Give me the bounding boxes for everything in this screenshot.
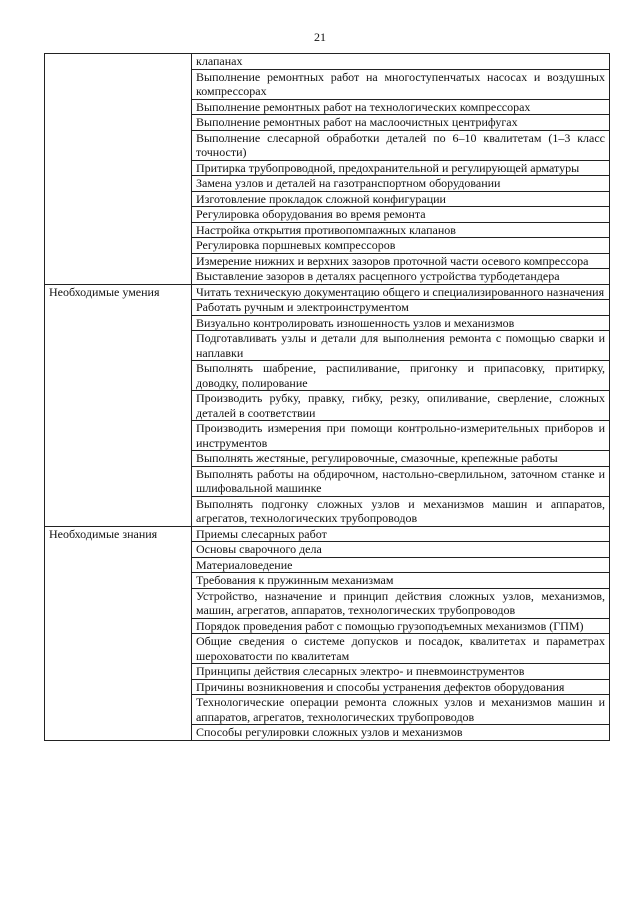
table-cell: Выполнять работы на обдирочном, настольно-сверлильном, заточном станке и шлифовальной машинке — [192, 466, 610, 496]
table-row — [45, 284, 610, 300]
table-cell: Настройка открытия противопомпажных клапанов — [192, 222, 610, 238]
table-cell: Требования к пружинным механизмам — [192, 573, 610, 589]
table-cell: Производить рубку, правку, гибку, резку, опиливание, сверление, сложных деталей в соответствии — [192, 391, 610, 421]
table-cell: Принципы действия слесарных электро- и пневмоинструментов — [192, 664, 610, 680]
table-cell: Причины возникновения и способы устранения дефектов оборудования — [192, 679, 610, 695]
table-cell: Выполнение ремонтных работ на маслоочистных центрифугах — [192, 115, 610, 131]
table-cell: Притирка трубопроводной, предохранительной и регулирующей арматуры — [192, 160, 610, 176]
table-cell: Выполнение ремонтных работ на многоступенчатых насосах и воздушных компрессорах — [192, 69, 610, 99]
page-number: 21 — [314, 30, 326, 44]
section-label — [45, 54, 192, 285]
table-cell: Изготовление прокладок сложной конфигурации — [192, 191, 610, 207]
table-cell: Выполнение слесарной обработки деталей по 6–10 квалитетам (1–3 класс точности) — [192, 130, 610, 160]
table-cell: Производить измерения при помощи контрольно-измерительных приборов и инструментов — [192, 421, 610, 451]
table-cell: Выполнять жестяные, регулировочные, смазочные, крепежные работы — [192, 451, 610, 467]
table-row — [45, 526, 610, 542]
table-cell: Выполнение ремонтных работ на технологических компрессорах — [192, 99, 610, 115]
table-cell: Выполнять подгонку сложных узлов и механизмов машин и аппаратов, агрегатов, технологических трубопроводов — [192, 496, 610, 526]
table-cell: Технологические операции ремонта сложных узлов и механизмов машин и аппаратов, агрегатов, технологических трубопроводов — [192, 695, 610, 725]
table-cell: Материаловедение — [192, 557, 610, 573]
section-label: Необходимые умения — [45, 284, 192, 526]
table-row — [45, 54, 610, 70]
table-cell: клапанах — [192, 54, 610, 70]
section-label: Необходимые знания — [45, 526, 192, 740]
table-cell: Регулировка поршневых компрессоров — [192, 238, 610, 254]
table-cell: Приемы слесарных работ — [192, 526, 610, 542]
table-cell: Выполнять шабрение, распиливание, пригонку и припасовку, притирку, доводку, полирование — [192, 361, 610, 391]
table-cell: Подготавливать узлы и детали для выполнения ремонта с помощью сварки и наплавки — [192, 331, 610, 361]
table-cell: Измерение нижних и верхних зазоров проточной части осевого компрессора — [192, 253, 610, 269]
table-cell: Устройство, назначение и принцип действия сложных узлов, механизмов, машин, агрегатов, аппаратов, технологических трубопроводов — [192, 588, 610, 618]
table-cell: Работать ручным и электроинструментом — [192, 300, 610, 316]
table-cell: Визуально контролировать изношенность узлов и механизмов — [192, 315, 610, 331]
table-cell: Замена узлов и деталей на газотранспортном оборудовании — [192, 176, 610, 192]
table-cell: Регулировка оборудования во время ремонта — [192, 207, 610, 223]
table-cell: Основы сварочного дела — [192, 542, 610, 558]
table-cell: Порядок проведения работ с помощью грузоподъемных механизмов (ГПМ) — [192, 618, 610, 634]
table-cell: Выставление зазоров в деталях расцепного устройства турбодетандера — [192, 269, 610, 285]
table-cell: Способы регулировки сложных узлов и механизмов — [192, 725, 610, 741]
competency-table — [44, 53, 610, 741]
table-cell: Общие сведения о системе допусков и посадок, квалитетах и параметрах шероховатости по квалитетам — [192, 634, 610, 664]
table-cell: Читать техническую документацию общего и специализированного назначения — [192, 284, 610, 300]
